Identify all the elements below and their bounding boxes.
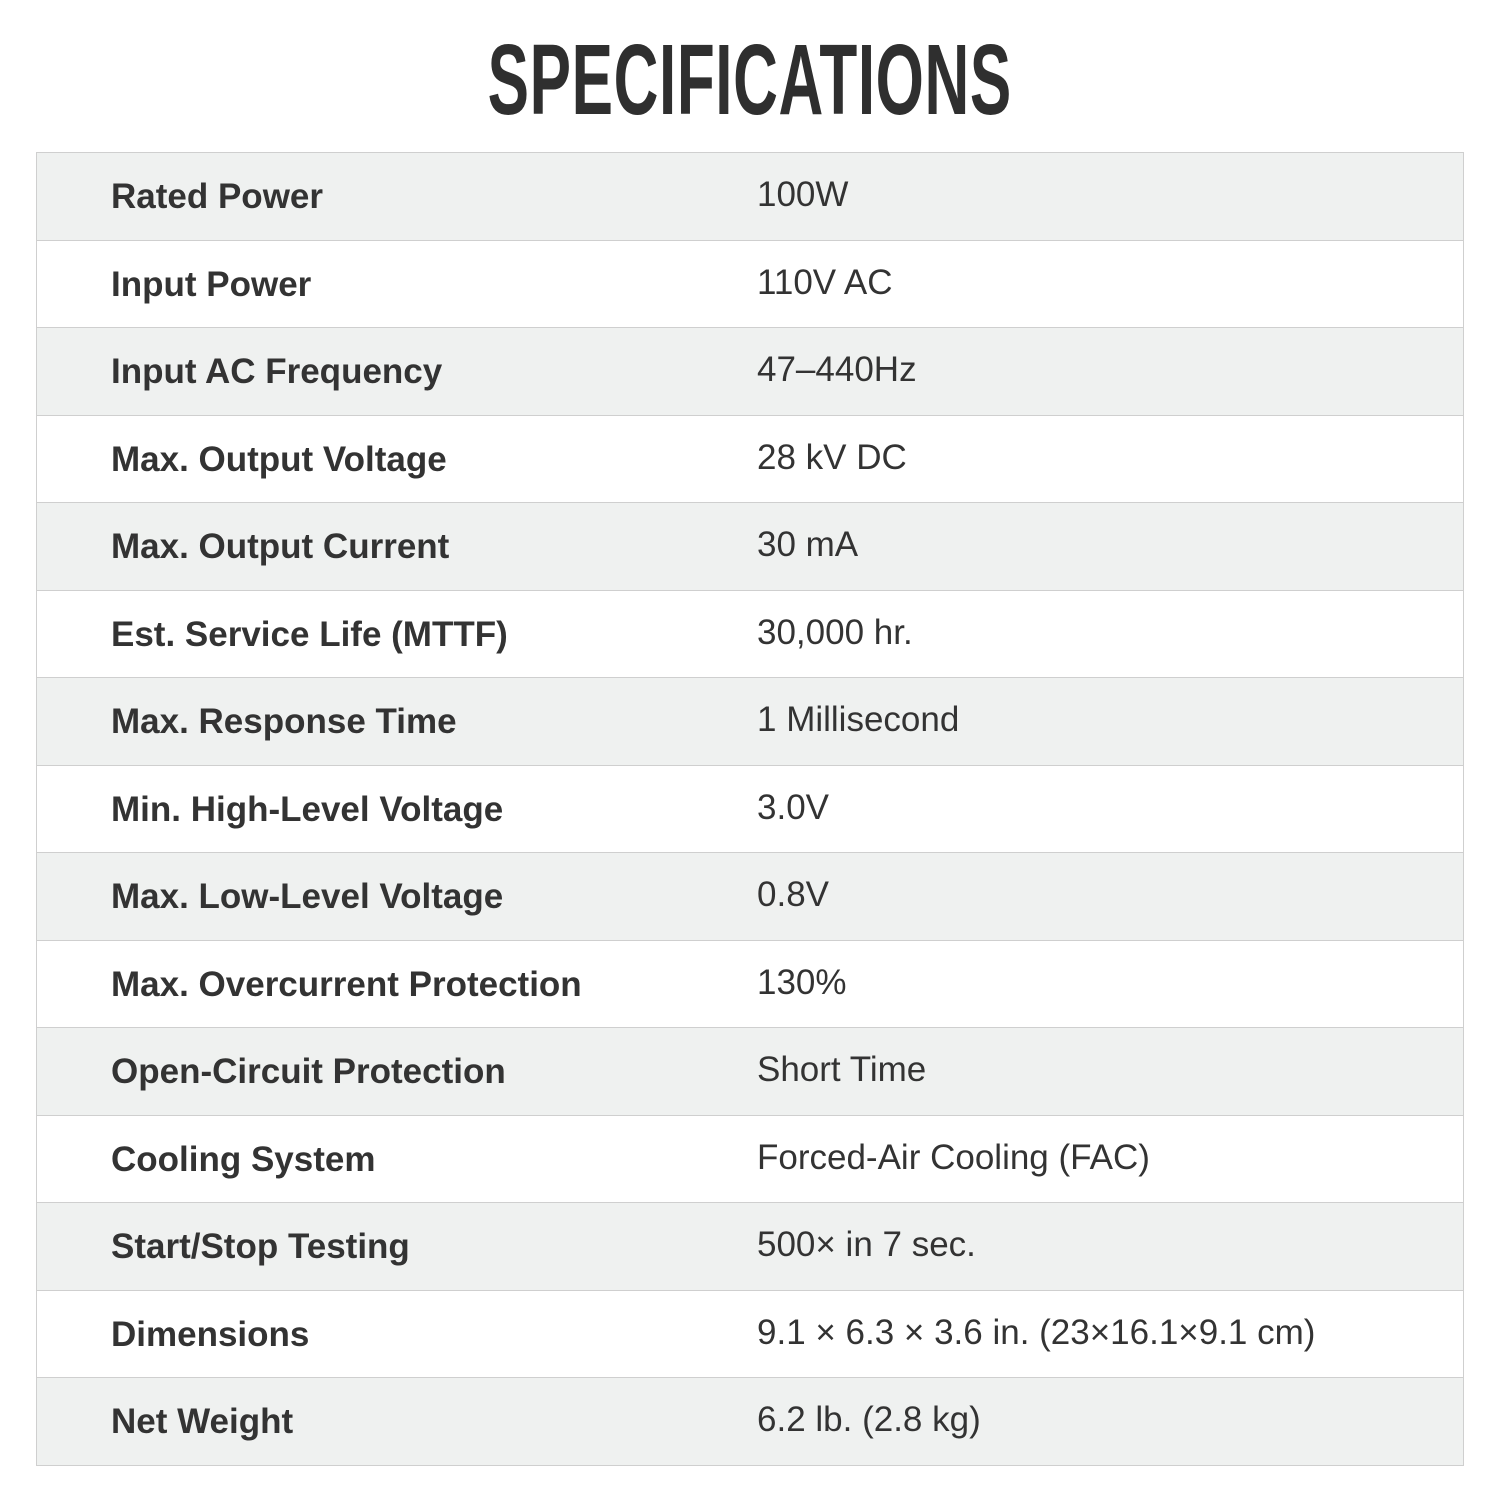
spec-row xyxy=(37,677,1463,765)
spec-row xyxy=(37,852,1463,940)
spec-label: Rated Power xyxy=(111,177,323,216)
spec-value: 0.8V xyxy=(757,875,829,914)
spec-label: Est. Service Life (MTTF) xyxy=(111,614,508,654)
spec-value: 130% xyxy=(757,962,847,1002)
spec-value: 47–440Hz xyxy=(757,350,917,389)
spec-row xyxy=(37,1290,1463,1378)
spec-value: 500× in 7 sec. xyxy=(757,1225,976,1264)
spec-value: 110V AC xyxy=(757,262,893,302)
spec-value: 30 mA xyxy=(757,525,859,564)
spec-label: Min. High-Level Voltage xyxy=(111,789,504,829)
spec-row xyxy=(37,940,1463,1028)
spec-value: 3.0V xyxy=(757,787,829,827)
spec-label: Start/Stop Testing xyxy=(111,1227,410,1266)
spec-row xyxy=(37,765,1463,853)
spec-label: Net Weight xyxy=(111,1402,294,1441)
specifications-table xyxy=(36,152,1464,1466)
spec-label: Max. Output Current xyxy=(111,527,450,566)
spec-label: Cooling System xyxy=(111,1139,376,1179)
spec-row xyxy=(37,327,1463,415)
spec-label: Dimensions xyxy=(111,1314,310,1354)
spec-value: Short Time xyxy=(757,1050,927,1089)
spec-label: Input Power xyxy=(111,264,312,304)
page-title: SPECIFICATIONS xyxy=(487,24,1013,136)
spec-row xyxy=(37,1027,1463,1115)
spec-row xyxy=(37,1202,1463,1290)
spec-row xyxy=(37,1115,1463,1203)
spec-value: 6.2 lb. (2.8 kg) xyxy=(757,1400,981,1439)
spec-value: 100W xyxy=(757,175,849,214)
spec-row xyxy=(37,502,1463,590)
spec-label: Max. Low-Level Voltage xyxy=(111,877,504,916)
spec-label: Input AC Frequency xyxy=(111,352,443,391)
spec-label: Max. Output Voltage xyxy=(111,439,447,479)
spec-label: Open-Circuit Protection xyxy=(111,1052,506,1091)
spec-row xyxy=(37,1377,1463,1465)
page-title-container xyxy=(0,24,1500,136)
spec-value: 9.1 × 6.3 × 3.6 in. (23×16.1×9.1 cm) xyxy=(757,1312,1316,1352)
spec-value: 30,000 hr. xyxy=(757,612,913,652)
spec-row xyxy=(37,240,1463,328)
spec-row xyxy=(37,415,1463,503)
spec-value: 28 kV DC xyxy=(757,437,907,477)
spec-label: Max. Overcurrent Protection xyxy=(111,964,582,1004)
spec-row xyxy=(37,590,1463,678)
spec-value: 1 Millisecond xyxy=(757,700,960,739)
spec-value: Forced-Air Cooling (FAC) xyxy=(757,1137,1150,1177)
spec-row xyxy=(37,153,1463,240)
spec-label: Max. Response Time xyxy=(111,702,457,741)
